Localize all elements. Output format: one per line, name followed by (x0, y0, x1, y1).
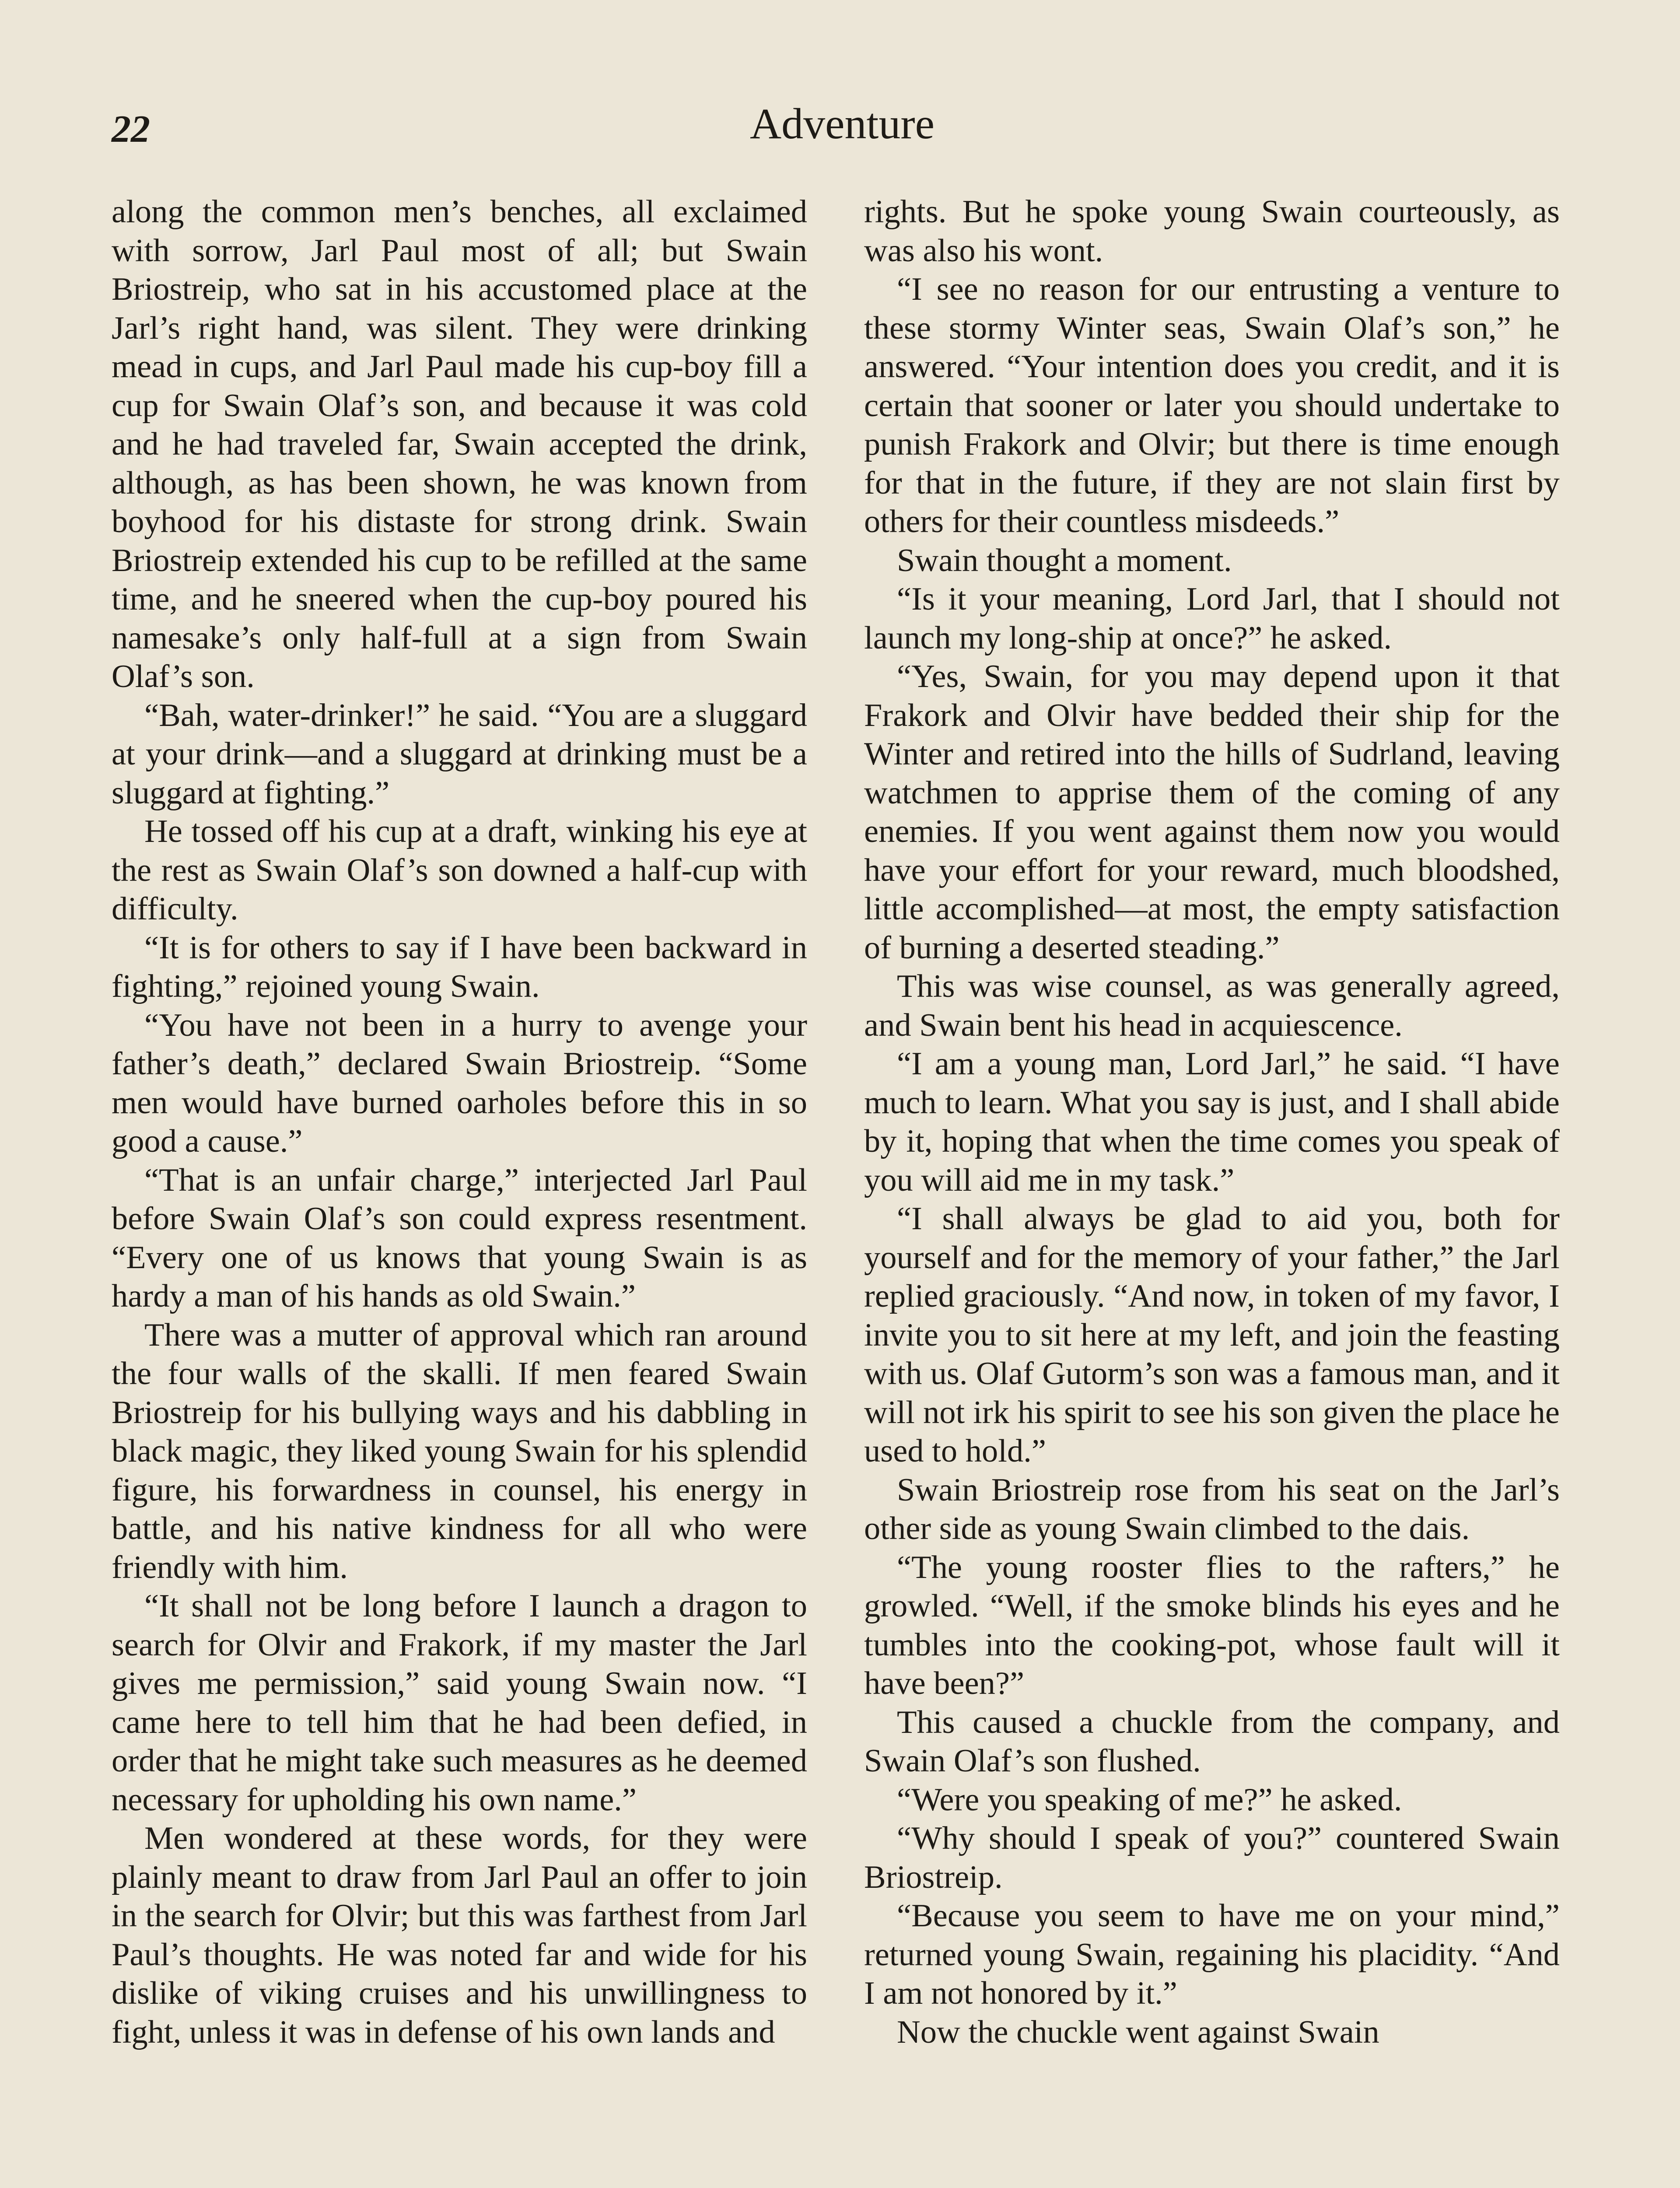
paragraph: Swain thought a moment. (897, 542, 1232, 579)
paragraph: This caused a chuckle from the company, and Swain Olaf’s son flushed. (864, 1704, 1560, 1779)
paragraph: “I am a young man, Lord Jarl,” he said. “I have much to learn. What you say is just, and I shall abide by it, hoping that when the time comes you speak of you will aid me in my task.” (864, 1046, 1560, 1198)
page-number: 22 (112, 108, 150, 151)
paragraph: He tossed off his cup at a draft, winking his eye at the rest as Swain Olaf’s son downed a half-cup with difficulty. (112, 813, 807, 927)
paragraph: “Were you speaking of me?” he asked. (897, 1781, 1402, 1818)
paragraph: “Is it your meaning, Lord Jarl, that I should not launch my long-ship at once?” he asked. (864, 581, 1560, 656)
paragraph: “You have not been in a hurry to avenge your father’s death,” declared Swain Briostreip. “Some men would have burned oarholes before this in so good a cause.” (112, 1007, 807, 1159)
paragraph: “I shall always be glad to aid you, both for yourself and for the memory of your father,” the Jarl replied graciously. “And now, in token of my favor, I invite you to sit here at my left, and join the feasting with us. Olaf Gutorm’s son was a famous man, and it will not irk his spirit to see his son given the place he used to hold.” (864, 1201, 1560, 1469)
paragraph: “I see no reason for our entrusting a venture to these stormy Winter seas, Swain Olaf’s son,” he answered. “Your intention does you credit, and it is certain that sooner or later you should undertake to punish Frakork and Olvir; but there is time enough for that in the future, if they are not slain first by others for their countless misdeeds.” (864, 271, 1560, 540)
running-title: Adventure (749, 99, 935, 148)
page-header (112, 98, 1573, 155)
left-column (112, 193, 807, 2051)
paragraph: “Because you seem to have me on your mind,” returned young Swain, regaining his placidity. “And I am not honored by it.” (864, 1898, 1560, 2011)
paragraph: “Yes, Swain, for you may depend upon it that Frakork and Olvir have bedded their ship for the Winter and retired into the hills of Sudrland, leaving watchmen to apprise them of the coming of any enemies. If you went against them now you would have your effort for your reward, much bloodshed, little accomplished—at most, the empty satisfaction of burning a deserted steading.” (864, 659, 1560, 966)
paragraph: “Bah, water-drinker!” he said. “You are a sluggard at your drink—and a sluggard at drinking must be a sluggard at fighting.” (112, 697, 807, 811)
right-column (864, 193, 1560, 2051)
paragraph: Now the chuckle went against Swain (897, 2014, 1379, 2050)
paragraph: There was a mutter of approval which ran around the four walls of the skalli. If men feared Swain Briostreip for his bullying ways and his dabbling in black magic, they liked young Swain for his splendid figure, his forwardness in counsel, his energy in battle, and his native kindness for all who were friendly with him. (112, 1317, 807, 1585)
paragraph: rights. But he spoke young Swain courteously, as was also his wont. (864, 194, 1560, 269)
paragraph: “The young rooster flies to the rafters,” he growled. “Well, if the smoke blinds his eyes and he tumbles into the cooking-pot, whose fault will it have been?” (864, 1549, 1560, 1701)
paragraph: along the common men’s benches, all exclaimed with sorrow, Jarl Paul most of all; but Swain Briostreip, who sat in his accustomed place at the Jarl’s right hand, was silent. They were drinking mead in cups, and Jarl Paul made his cup-boy fill a cup for Swain Olaf’s son, and because it was cold and he had traveled far, Swain accepted the drink, although, as has been shown, he was known from boyhood for his distaste for strong drink. Swain Briostreip extended his cup to be refilled at the same time, and he sneered when the cup-boy poured his namesake’s only half-full at a sign from Swain Olaf’s son. (112, 194, 807, 694)
paragraph: “It shall not be long before I launch a dragon to search for Olvir and Frakork, if my master the Jarl gives me permission,” said young Swain now. “I came here to tell him that he had been defied, in order that he might take such measures as he deemed necessary for upholding his own name.” (112, 1588, 807, 1818)
paragraph: “It is for others to say if I have been backward in fighting,” rejoined young Swain. (112, 929, 807, 1004)
paragraph: “That is an unfair charge,” interjected Jarl Paul before Swain Olaf’s son could express resentment. “Every one of us knows that young Swain is as hardy a man of his hands as old Swain.” (112, 1162, 807, 1314)
paragraph: “Why should I speak of you?” countered Swain Briostreip. (864, 1820, 1560, 1895)
paragraph: Swain Briostreip rose from his seat on the Jarl’s other side as young Swain climbed to the dais. (864, 1472, 1560, 1546)
paragraph: This was wise counsel, as was generally agreed, and Swain bent his head in acquiescence. (864, 968, 1560, 1043)
paragraph: Men wondered at these words, for they were plainly meant to draw from Jarl Paul an offer to join in the search for Olvir; but this was farthest from Jarl Paul’s thoughts. He was noted far and wide for his dislike of viking cruises and his unwillingness to fight, unless it was in defense of his own lands and (112, 1820, 807, 2050)
